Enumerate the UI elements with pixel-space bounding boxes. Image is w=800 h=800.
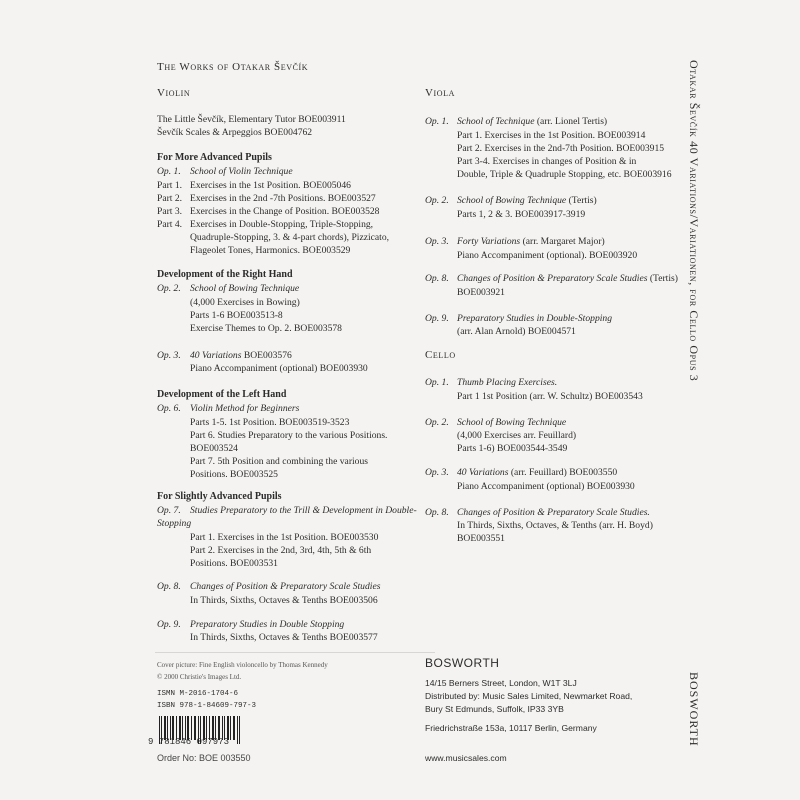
publisher-name: BOSWORTH	[425, 656, 500, 670]
work-line: (4,000 Exercises in Bowing)	[190, 297, 300, 308]
heading-advanced: For More Advanced Pupils	[157, 152, 272, 163]
op-number: Op. 2.	[425, 195, 449, 206]
part-text: Exercises in Double-Stopping, Triple-Stopping,	[190, 219, 374, 230]
part-text: Quadruple-Stopping, 3. & 4-part chords), Pizzicato,	[190, 232, 390, 243]
work-title: Thumb Placing Exercises.	[457, 377, 558, 388]
op-number: Op. 9.	[425, 313, 449, 324]
work-line: Double, Triple & Quadruple Stopping, etc. BOE003916	[457, 169, 672, 180]
violin-intro-1: The Little Ševčík, Elementary Tutor BOE003911	[157, 114, 346, 125]
work-title: Stopping	[157, 518, 192, 529]
order-number: Order No: BOE 003550	[157, 753, 251, 763]
op-number: Op. 3.	[425, 467, 449, 478]
work-line: Parts 1, 2 & 3. BOE003917-3919	[457, 209, 586, 220]
address-line: Distributed by: Music Sales Limited, Newmarket Road,	[425, 691, 633, 701]
work-line: Positions. BOE003531	[190, 558, 278, 569]
work-line: Part 1. Exercises in the 1st Position. BOE003530	[190, 532, 379, 543]
work-line: In Thirds, Sixths, Octaves, & Tenths (arr. H. Boyd)	[457, 520, 653, 531]
part-text: Flageolet Tones, Harmonics. BOE003529	[190, 245, 351, 256]
work-title: School of Violin Technique	[190, 166, 293, 177]
work-title: Preparatory Studies in Double-Stopping	[457, 313, 612, 324]
work-line: Exercise Themes to Op. 2. BOE003578	[190, 323, 342, 334]
work-line: Part 7. 5th Position and combining the various	[190, 456, 369, 467]
part-key: Part 4.	[157, 219, 183, 230]
work-line: In Thirds, Sixths, Octaves & Tenths BOE003506	[190, 595, 378, 606]
work-title: School of Bowing Technique	[457, 417, 567, 428]
address-line: Friedrichstraße 153a, 10117 Berlin, Germany	[425, 723, 597, 733]
part-text: Exercises in the 1st Position. BOE005046	[190, 180, 351, 191]
op-number: Op. 8.	[425, 507, 449, 518]
violin-intro-2: Ševčík Scales & Arpeggios BOE004762	[157, 127, 313, 138]
work-line: Part 3-4. Exercises in changes of Position & in	[457, 156, 637, 167]
cover-credit: Cover picture: Fine English violoncello by Thomas Kennedy	[157, 661, 328, 669]
work-line: Parts 1-5. 1st Position. BOE003519-3523	[190, 417, 350, 428]
work-title: Studies Preparatory to the Trill & Development in Double-	[190, 505, 417, 516]
work-title: 40 Variations BOE003576	[190, 350, 292, 361]
divider	[155, 652, 435, 653]
op-number: Op. 3.	[157, 350, 181, 361]
work-title: Changes of Position & Preparatory Scale Studies.	[457, 507, 650, 518]
work-title: Forty Variations (arr. Margaret Major)	[457, 236, 605, 247]
work-title: 40 Variations (arr. Feuillard) BOE003550	[457, 467, 618, 478]
op-number: Op. 1.	[425, 377, 449, 388]
ismn: ISMN M-2016-1704-6	[157, 690, 239, 698]
op-number: Op. 7.	[157, 505, 181, 516]
work-line: Piano Accompaniment (optional) BOE003930	[190, 363, 368, 374]
work-line: (4,000 Exercises arr. Feuillard)	[457, 430, 577, 441]
cello-section-label: Cello	[425, 349, 456, 361]
work-line: Parts 1-6) BOE003544-3549	[457, 443, 568, 454]
website: www.musicsales.com	[425, 753, 507, 763]
part-text: Exercises in the Change of Position. BOE003528	[190, 206, 380, 217]
work-line: Positions. BOE003525	[190, 469, 278, 480]
work-line: Part 2. Exercises in the 2nd-7th Position. BOE003915	[457, 143, 665, 154]
part-text: Exercises in the 2nd -7th Positions. BOE003527	[190, 193, 376, 204]
heading-slightly-advanced: For Slightly Advanced Pupils	[157, 491, 282, 502]
heading-right-hand: Development of the Right Hand	[157, 269, 293, 280]
violin-section-label: Violin	[157, 87, 191, 99]
work-title: School of Technique (arr. Lionel Tertis)	[457, 116, 608, 127]
work-title: Preparatory Studies in Double Stopping	[190, 619, 345, 630]
op-number: Op. 2.	[425, 417, 449, 428]
spine-publisher: BOSWORTH	[687, 672, 701, 747]
address-line: Bury St Edmunds, Suffolk, IP33 3YB	[425, 704, 564, 714]
work-line: BOE003551	[457, 533, 505, 544]
isbn: ISBN 978-1-84609-797-3	[157, 702, 257, 710]
work-line: Part 1 1st Position (arr. W. Schultz) BOE003543	[457, 391, 643, 402]
address-line: 14/15 Berners Street, London, W1T 3LJ	[425, 678, 577, 688]
op-number: Op. 3.	[425, 236, 449, 247]
work-line: Parts 1-6 BOE003513-8	[190, 310, 283, 321]
work-title: Changes of Position & Preparatory Scale Studies (Tertis)	[457, 273, 678, 284]
work-line: Piano Accompaniment (optional). BOE003920	[457, 250, 638, 261]
work-title: School of Bowing Technique (Tertis)	[457, 195, 597, 206]
spine-title: Otakar Ševčík 40 Variations/Variationen, for Cello Opus 3	[687, 60, 701, 382]
heading-left-hand: Development of the Left Hand	[157, 389, 287, 400]
work-line: Part 1. Exercises in the 1st Position. BOE003914	[457, 130, 646, 141]
work-line: In Thirds, Sixths, Octaves & Tenths BOE003577	[190, 632, 378, 643]
op-number: Op. 8.	[425, 273, 449, 284]
work-line: BOE003524	[190, 443, 238, 454]
page-title: The Works of Otakar Ševčík	[157, 61, 309, 73]
viola-section-label: Viola	[425, 87, 456, 99]
op-number: Op. 1.	[157, 166, 181, 177]
work-title: School of Bowing Technique	[190, 283, 300, 294]
barcode-digits: 9 781846 097973	[148, 737, 230, 747]
op-number: Op. 1.	[425, 116, 449, 127]
work-title: Violin Method for Beginners	[190, 403, 300, 414]
work-line: BOE003921	[457, 287, 505, 298]
work-line: Part 6. Studies Preparatory to the various Positions.	[190, 430, 388, 441]
work-line: Piano Accompaniment (optional) BOE003930	[457, 481, 635, 492]
op-number: Op. 8.	[157, 581, 181, 592]
part-key: Part 3.	[157, 206, 183, 217]
op-number: Op. 2.	[157, 283, 181, 294]
work-line: Part 2. Exercises in the 2nd, 3rd, 4th, 5th & 6th	[190, 545, 372, 556]
work-line: (arr. Alan Arnold) BOE004571	[457, 326, 576, 337]
work-title: Changes of Position & Preparatory Scale Studies	[190, 581, 381, 592]
part-key: Part 2.	[157, 193, 183, 204]
copyright: © 2000 Christie's Images Ltd.	[157, 673, 242, 681]
part-key: Part 1.	[157, 180, 183, 191]
op-number: Op. 6.	[157, 403, 181, 414]
op-number: Op. 9.	[157, 619, 181, 630]
